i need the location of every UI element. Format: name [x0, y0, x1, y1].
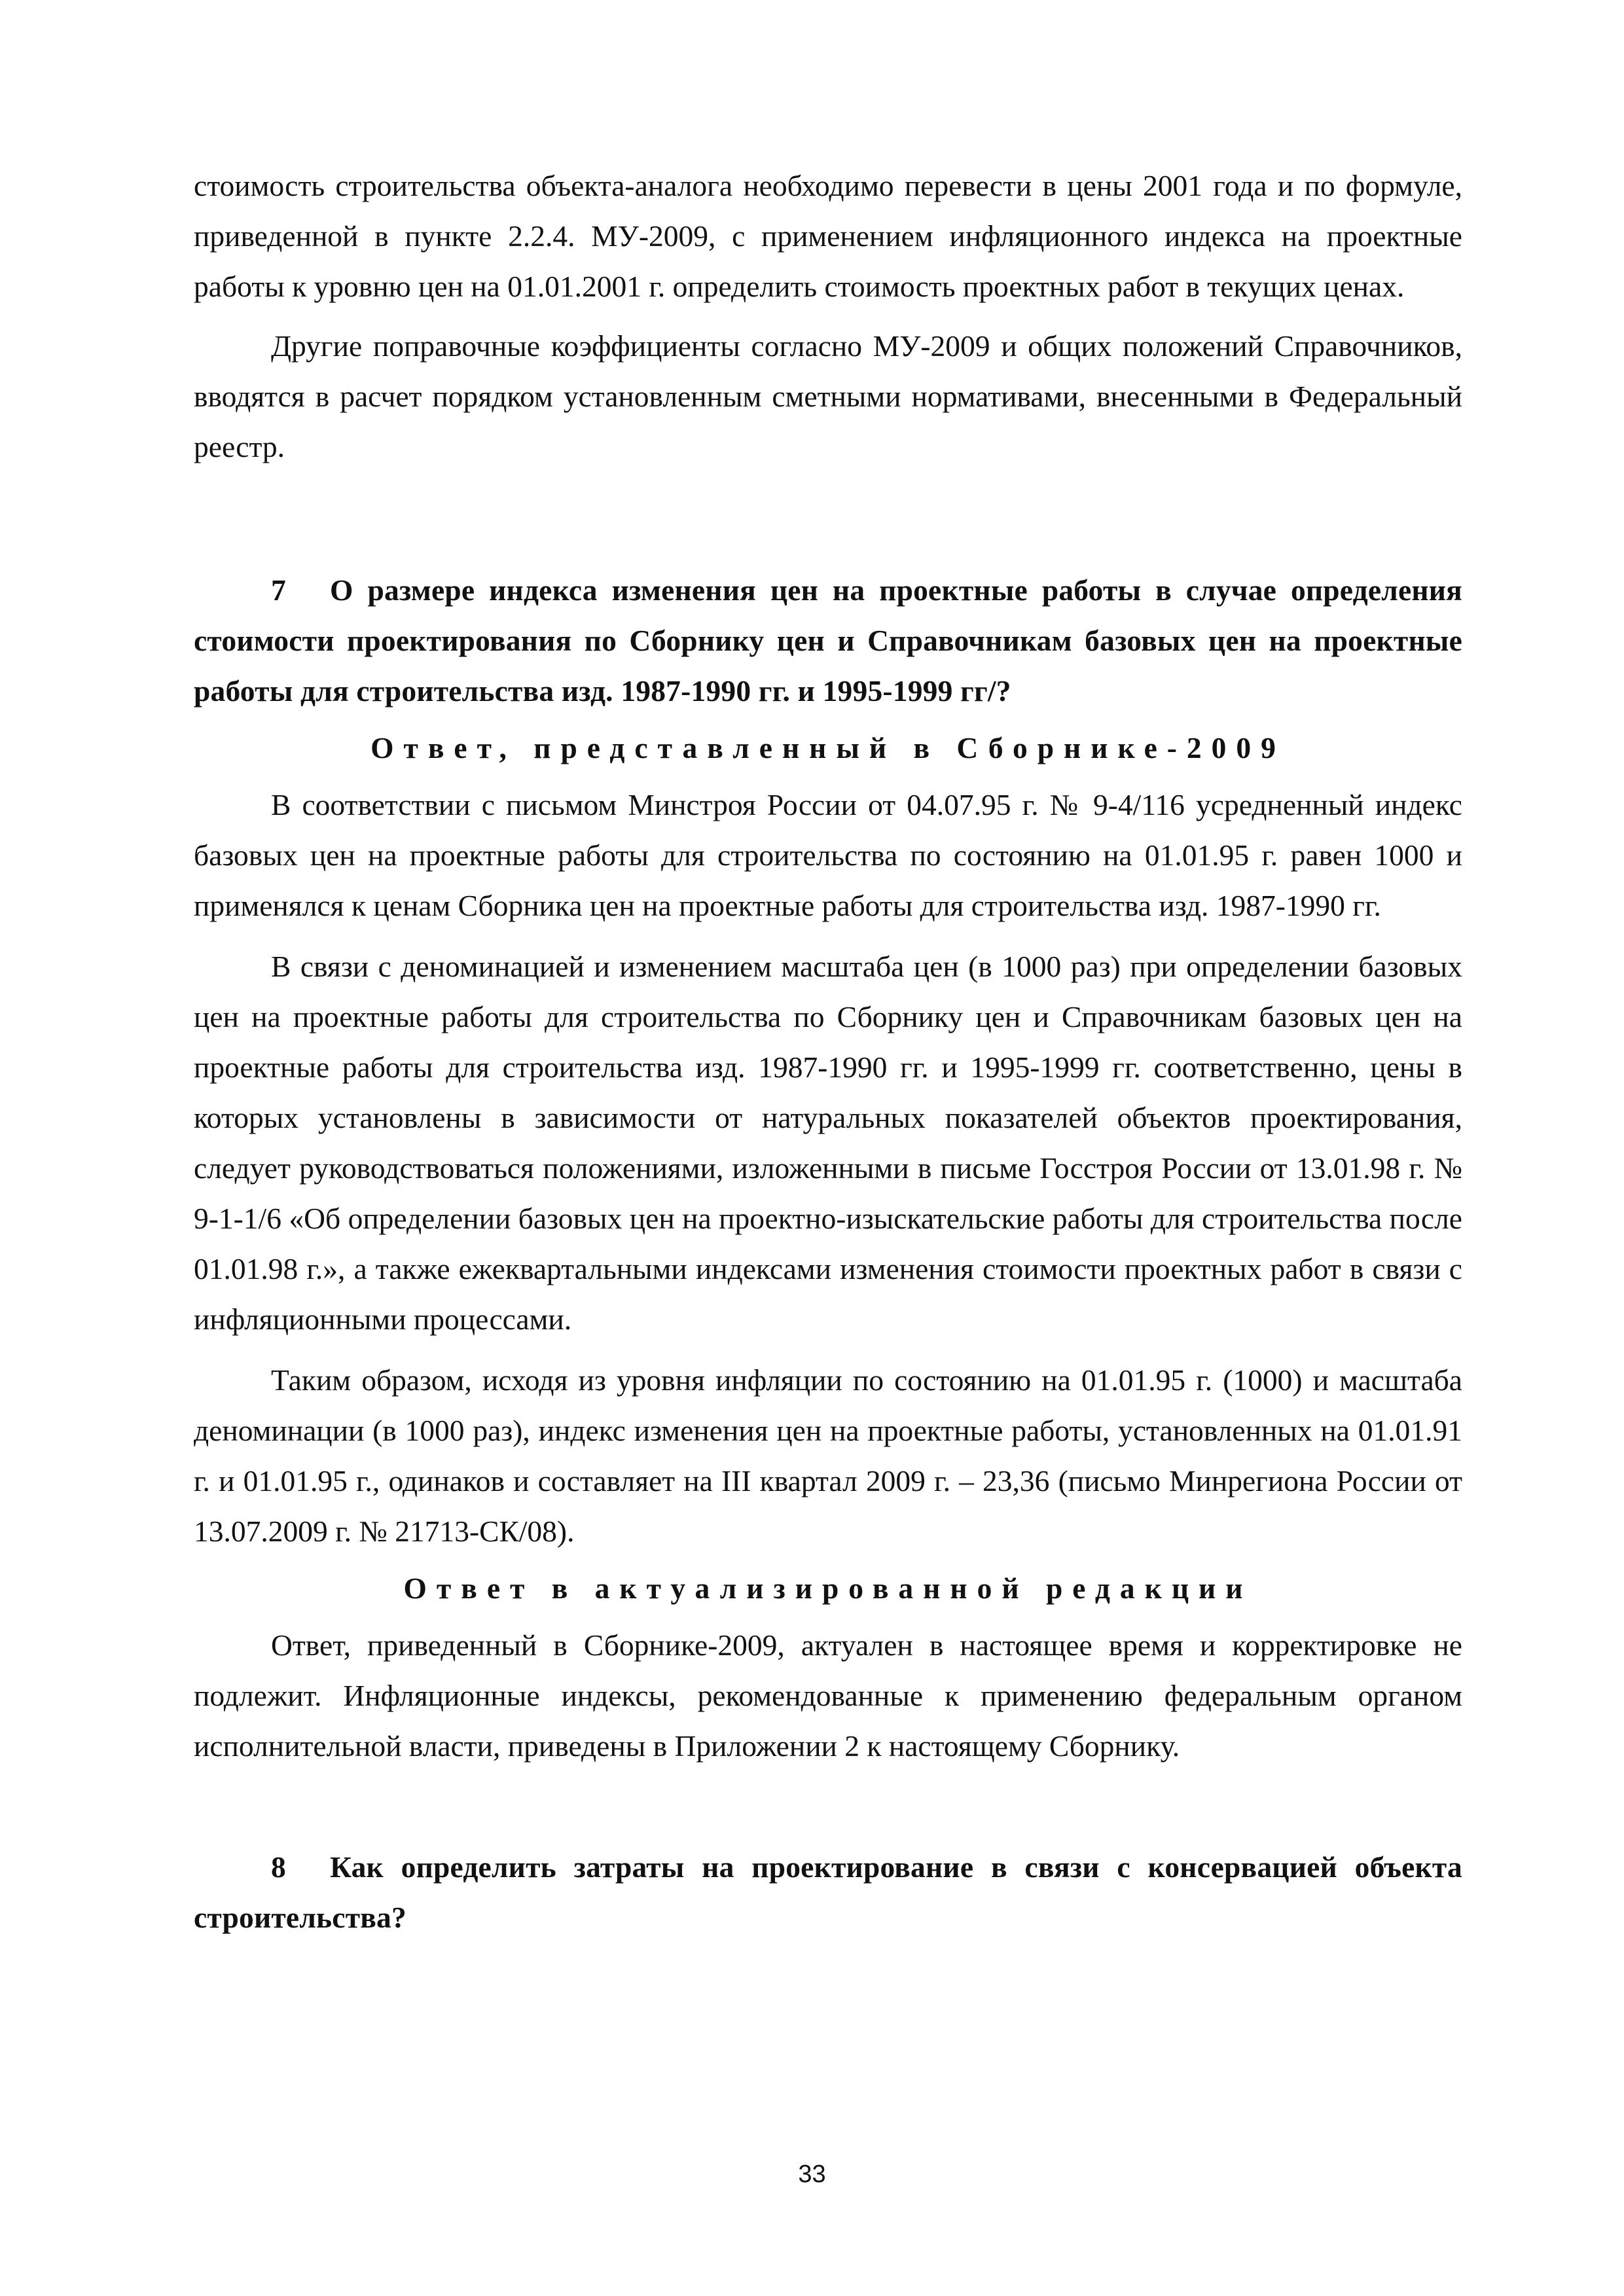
section-8-heading — [194, 1842, 1462, 1943]
body-paragraph: В связи с деноминацией и изменением масштаба цен (в 1000 раз) при определении базовых цен на проектные работы для строительства по Сборнику цен и Справочникам базовых цен на проектные работы для строительства изд. 1987-1990 гг. и 1995-1999 гг. соответственно, цены в которых установлены в зависимости от натуральных показателей объектов проектирования, следует руководствоваться положениями, изложенными в письме Госстроя России от 13.01.98 г. № 9-1-1/6 «Об определении базовых цен на проектно-изыскательские работы для строительства после 01.01.98 г.», а также ежеквартальными индексами изменения стоимости проектных работ в связи с инфляционными процессами. — [194, 950, 1462, 1336]
section-7-heading — [194, 565, 1462, 716]
body-paragraph: Другие поправочные коэффициенты согласно МУ-2009 и общих положений Справочников, вводятся в расчет порядком установленным сметными нормативами, внесенными в Федеральный реестр. — [194, 329, 1462, 463]
body-paragraph: Таким образом, исходя из уровня инфляции по состоянию на 01.01.95 г. (1000) и масштаба деноминации (в 1000 раз), индекс изменения цен на проектные работы, установленных на 01.01.91 г. и 01.01.95 г., одинаков и составляет на III квартал 2009 г. – 23,36 (письмо Минрегиона России от 13.07.2009 г. № 21713-СК/08). — [194, 1363, 1462, 1548]
section-7-title: О размере индекса изменения цен на проектные работы в случае определения стоимости проектирования по Сборнику цен и Справочникам базовых цен на проектные работы для строительства изд. 1987-1990 гг. и 1995-1999 гг/? — [194, 573, 1462, 708]
page-number: 33 — [798, 2161, 826, 2188]
answer-2009-heading: Ответ, представленный в Сборнике-2009 — [370, 731, 1286, 764]
answer-updated-heading: Ответ в актуализированной редакции — [403, 1571, 1253, 1605]
section-7-number: 7 — [271, 573, 286, 607]
section-8-number: 8 — [271, 1850, 286, 1884]
body-paragraph: стоимость строительства объекта-аналога необходимо перевести в цены 2001 года и по формуле, приведенной в пункте 2.2.4. МУ-2009, с применением инфляционного индекса на проектные работы к уровню цен на 01.01.2001 г. определить стоимость проектных работ в текущих ценах. — [194, 169, 1462, 303]
body-paragraph: В соответствии с письмом Минстроя России от 04.07.95 г. № 9-4/116 усредненный индекс базовых цен на проектные работы для строительства по состоянию на 01.01.95 г. равен 1000 и применялся к ценам Сборника цен на проектные работы для строительства изд. 1987-1990 гг. — [194, 788, 1462, 922]
section-8-title: Как определить затраты на проектирование в связи с консервацией объекта строительства? — [194, 1850, 1462, 1934]
page-content — [194, 160, 1462, 1943]
body-paragraph: Ответ, приведенный в Сборнике-2009, актуален в настоящее время и корректировке не подлежит. Инфляционные индексы, рекомендованные к применению федеральным органом исполнительной власти, приведены в Приложении 2 к настоящему Сборнику. — [194, 1628, 1462, 1763]
